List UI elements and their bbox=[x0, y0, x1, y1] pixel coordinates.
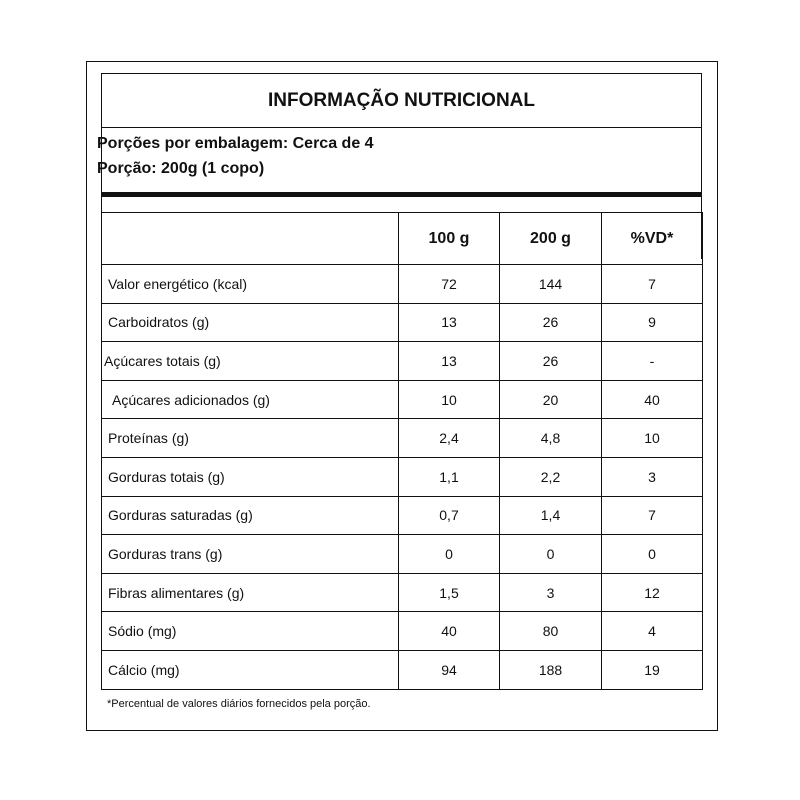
header-cell-vd: %VD* bbox=[602, 213, 703, 265]
nutrition-table bbox=[101, 212, 703, 690]
value-100g-cell: 0,7 bbox=[399, 496, 500, 535]
value-200g-cell: 26 bbox=[500, 342, 602, 381]
table-row bbox=[102, 650, 703, 689]
portions-per-package: Porções por embalagem: Cerca de 4 bbox=[97, 135, 374, 152]
footnote: *Percentual de valores diários fornecidos pela porção. bbox=[107, 698, 371, 710]
nutrient-name-cell: Valor energético (kcal) bbox=[102, 265, 399, 304]
table-row bbox=[102, 342, 703, 381]
table-row bbox=[102, 573, 703, 612]
table-row bbox=[102, 535, 703, 574]
nutrient-name-cell: Gorduras trans (g) bbox=[102, 535, 399, 574]
nutrient-name-cell: Açúcares totais (g) bbox=[102, 342, 399, 381]
value-vd-cell: 40 bbox=[602, 380, 703, 419]
header-cell-200g: 200 g bbox=[500, 213, 602, 265]
value-200g-cell: 1,4 bbox=[500, 496, 602, 535]
value-vd-cell: 4 bbox=[602, 612, 703, 651]
value-100g-cell: 13 bbox=[399, 342, 500, 381]
value-200g-cell: 144 bbox=[500, 265, 602, 304]
thick-divider bbox=[101, 192, 702, 197]
nutrient-name-cell: Fibras alimentares (g) bbox=[102, 573, 399, 612]
table-body bbox=[102, 265, 703, 690]
value-200g-cell: 0 bbox=[500, 535, 602, 574]
nutrient-name-cell: Gorduras totais (g) bbox=[102, 457, 399, 496]
value-100g-cell: 10 bbox=[399, 380, 500, 419]
table-row bbox=[102, 380, 703, 419]
nutrient-name-cell: Sódio (mg) bbox=[102, 612, 399, 651]
value-100g-cell: 40 bbox=[399, 612, 500, 651]
value-100g-cell: 1,5 bbox=[399, 573, 500, 612]
header-cell-100g: 100 g bbox=[399, 213, 500, 265]
value-200g-cell: 26 bbox=[500, 303, 602, 342]
value-vd-cell: 12 bbox=[602, 573, 703, 612]
table-header-row bbox=[102, 213, 703, 265]
header-cell-nutrient bbox=[102, 213, 399, 265]
table-row bbox=[102, 419, 703, 458]
value-200g-cell: 3 bbox=[500, 573, 602, 612]
table-row bbox=[102, 496, 703, 535]
value-100g-cell: 0 bbox=[399, 535, 500, 574]
table-row bbox=[102, 457, 703, 496]
nutrient-name-cell: Cálcio (mg) bbox=[102, 650, 399, 689]
nutrient-name-cell: Carboidratos (g) bbox=[102, 303, 399, 342]
table-row bbox=[102, 265, 703, 304]
value-200g-cell: 188 bbox=[500, 650, 602, 689]
value-vd-cell: 10 bbox=[602, 419, 703, 458]
value-100g-cell: 1,1 bbox=[399, 457, 500, 496]
table-row bbox=[102, 612, 703, 651]
label-title-box bbox=[101, 73, 702, 128]
value-vd-cell: 19 bbox=[602, 650, 703, 689]
label-title: INFORMAÇÃO NUTRICIONAL bbox=[267, 89, 536, 111]
nutrient-name-cell: Açúcares adicionados (g) bbox=[102, 380, 399, 419]
value-100g-cell: 72 bbox=[399, 265, 500, 304]
value-vd-cell: - bbox=[602, 342, 703, 381]
value-vd-cell: 9 bbox=[602, 303, 703, 342]
value-200g-cell: 80 bbox=[500, 612, 602, 651]
portion-size: Porção: 200g (1 copo) bbox=[97, 160, 265, 177]
value-vd-cell: 7 bbox=[602, 265, 703, 304]
nutrition-label bbox=[86, 61, 718, 731]
value-100g-cell: 2,4 bbox=[399, 419, 500, 458]
nutrient-name-cell: Proteínas (g) bbox=[102, 419, 399, 458]
value-200g-cell: 4,8 bbox=[500, 419, 602, 458]
nutrient-name-cell: Gorduras saturadas (g) bbox=[102, 496, 399, 535]
value-vd-cell: 3 bbox=[602, 457, 703, 496]
value-vd-cell: 7 bbox=[602, 496, 703, 535]
value-vd-cell: 0 bbox=[602, 535, 703, 574]
value-200g-cell: 20 bbox=[500, 380, 602, 419]
value-100g-cell: 94 bbox=[399, 650, 500, 689]
table-row bbox=[102, 303, 703, 342]
value-200g-cell: 2,2 bbox=[500, 457, 602, 496]
value-100g-cell: 13 bbox=[399, 303, 500, 342]
